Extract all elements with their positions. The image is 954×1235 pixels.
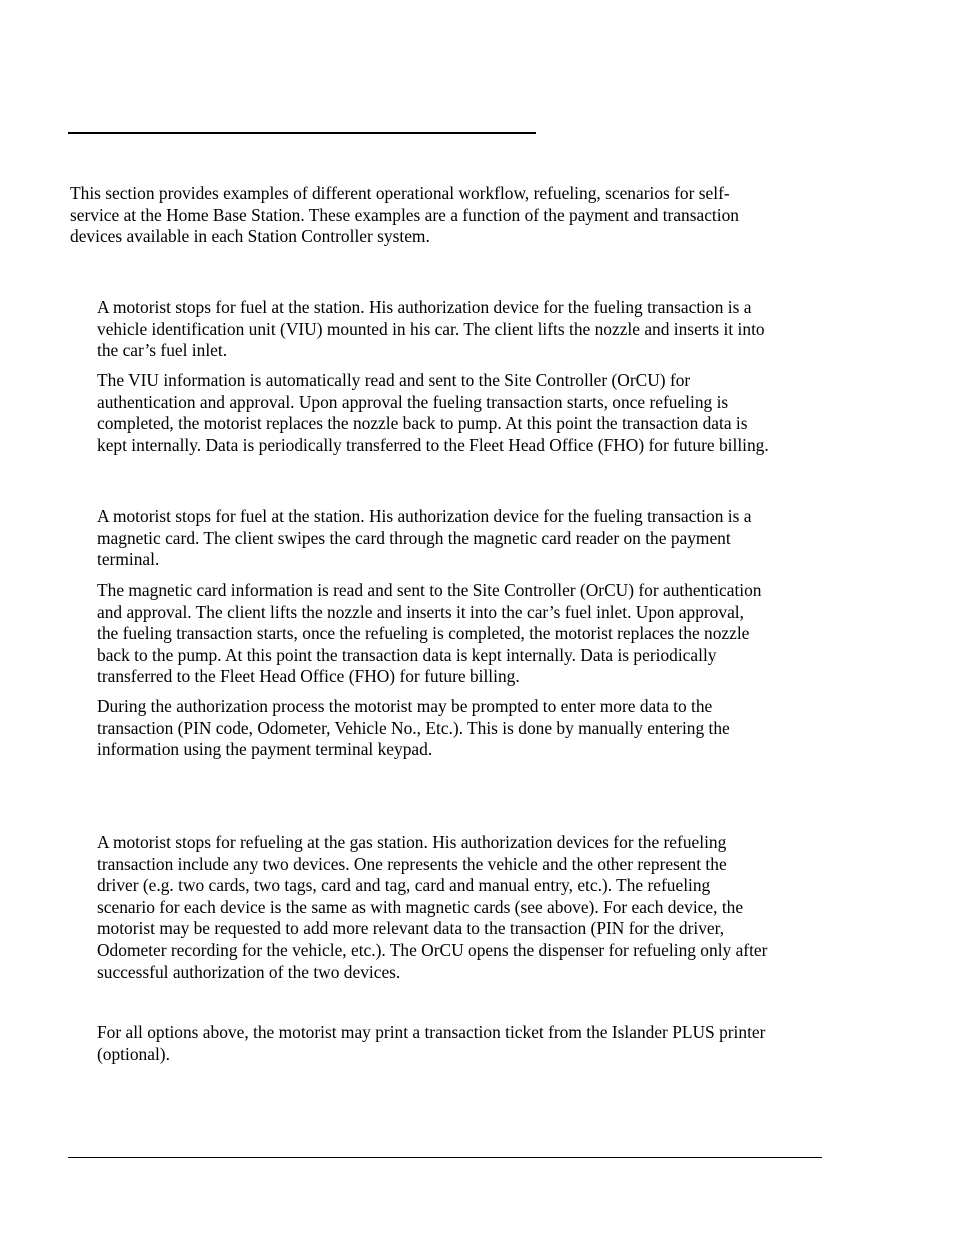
magnetic-card-scenario-paragraph-3: During the authorization process the motorist may be prompted to enter more data to the transaction (PIN code, Odometer, Vehicle No., Etc.). This is done by manually entering the information using the payment terminal keypad. [97, 696, 730, 760]
magnetic-card-scenario-paragraph-1: A motorist stops for fuel at the station. His authorization device for the fueling transaction is a magnetic card. The client swipes the card through the magnetic card reader on the payment terminal. [97, 506, 752, 570]
viu-scenario-paragraph-1: A motorist stops for fuel at the station. His authorization device for the fueling transaction is a vehicle identification unit (VIU) mounted in his car. The client lifts the nozzle and inserts it into the car’s fuel inlet. [97, 297, 765, 361]
two-device-scenario-paragraph: A motorist stops for refueling at the gas station. His authorization devices for the refueling transaction include any two devices. One represents the vehicle and the other represent the driver (e.g. two cards, two tags, card and tag, card and manual entry, etc.). The refueling scenario for each device is the same as with magnetic cards (see above). For each device, the motorist may be requested to add more relevant data to the transaction (PIN for the driver, Odometer recording for the vehicle, etc.). The OrCU opens the dispenser for refueling only after successful authorization of the two devices. [97, 832, 768, 982]
footer-rule [68, 1157, 822, 1158]
viu-scenario-paragraph-2: The VIU information is automatically read and sent to the Site Controller (OrCU) for authentication and approval. Upon approval the fueling transaction starts, once refueling is completed, the motorist replaces the nozzle back to pump. At this point the transaction data is kept internally. Data is periodically transferred to the Fleet Head Office (FHO) for future billing. [97, 370, 769, 455]
magnetic-card-scenario-paragraph-2: The magnetic card information is read and sent to the Site Controller (OrCU) for authentication and approval. The client lifts the nozzle and inserts it into the car’s fuel inlet. Upon approval, the fueling transaction starts, once the refueling is completed, the motorist replaces the nozzle back to the pump. At this point the transaction data is kept internally. Data is periodically transferred to the Fleet Head Office (FHO) for future billing. [97, 580, 762, 687]
printer-note-paragraph: For all options above, the motorist may print a transaction ticket from the Islander PLUS printer (optional). [97, 1022, 766, 1064]
header-rule [68, 132, 536, 134]
section-intro-paragraph: This section provides examples of different operational workflow, refueling, scenarios for self- service at the Home Base Station. These examples are a function of the payment and transaction devices available in each Station Controller system. [70, 183, 739, 247]
